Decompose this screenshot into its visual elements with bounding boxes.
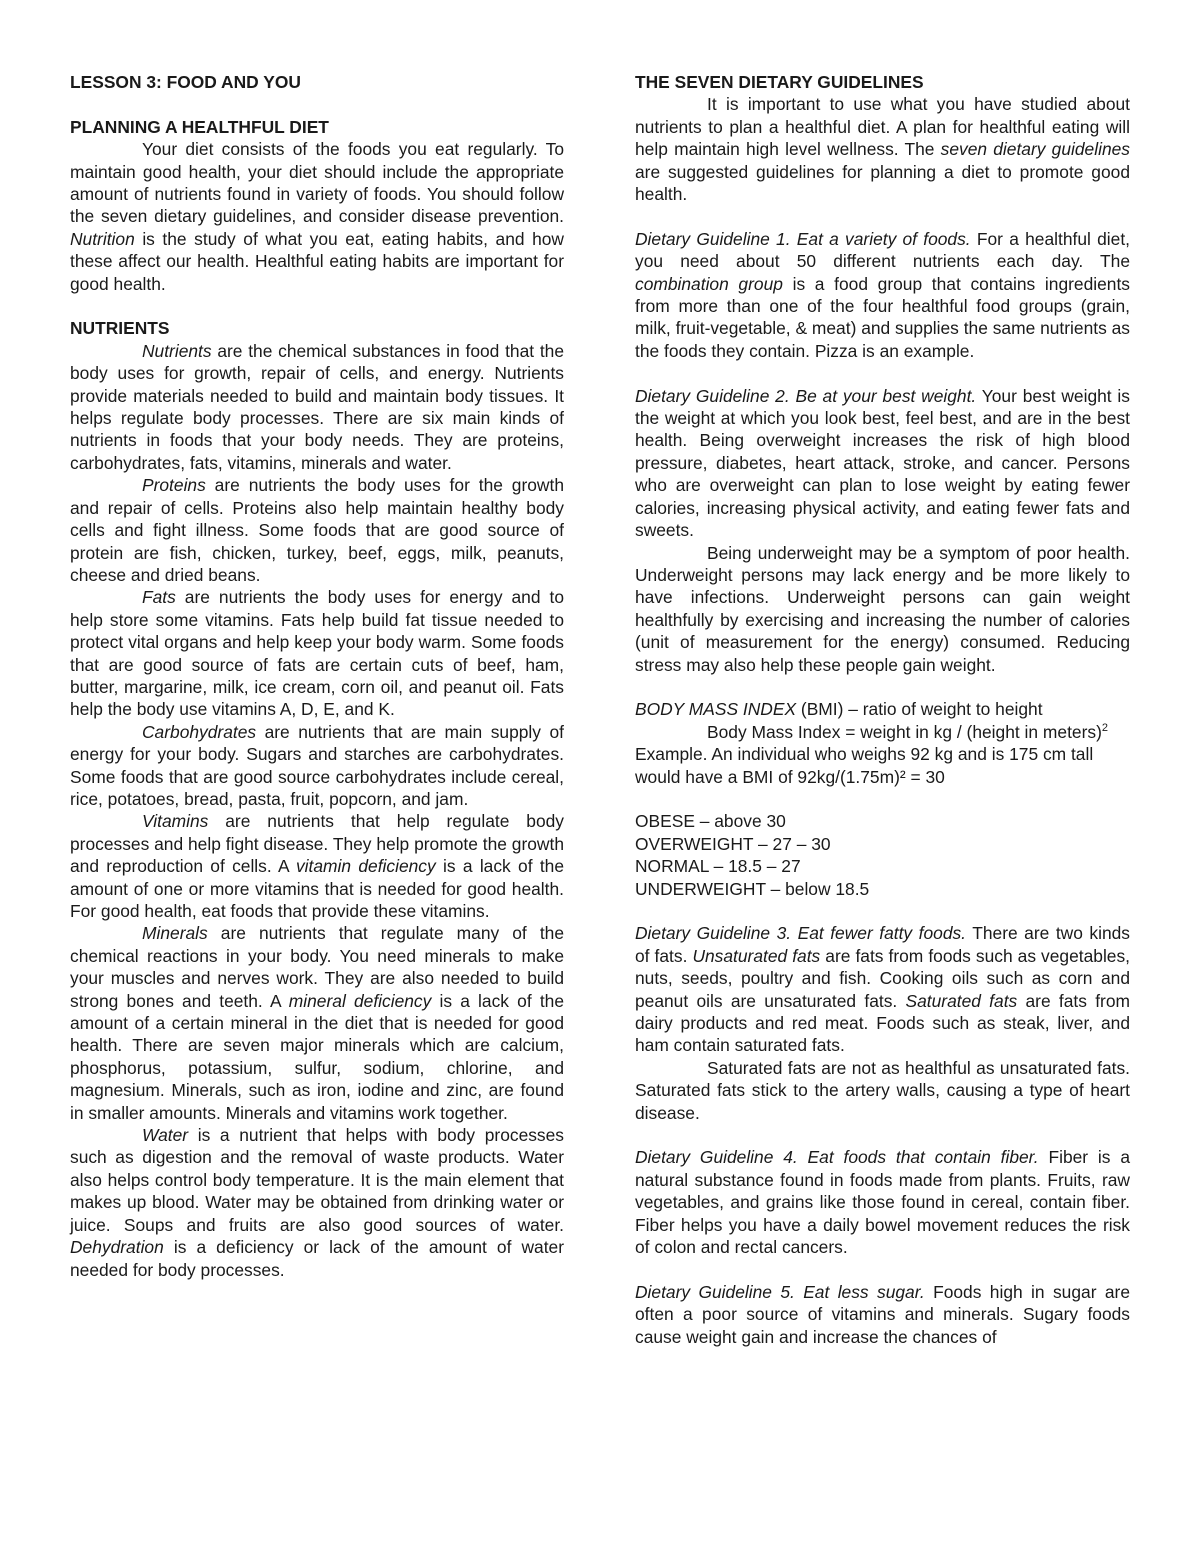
guideline-2: Dietary Guideline 2. Be at your best weight. Your best weight is the weight at which you look best, feel best, and are in the best health. Being overweight increases the risk of high blood pressure, diabetes, heart attack, stroke, and cancer. Persons who are overweight can plan to lose weight by eating fewer calories, increasing physical activity, and eating fewer fats and sweets. bbox=[635, 385, 1130, 541]
left-column bbox=[70, 71, 564, 1281]
guidelines-intro: It is important to use what you have studied about nutrients to plan a healthful diet. A plan for healthful eating will help maintain high level wellness. The seven dietary guidelines are suggested guidelines for planning a diet to promote good health. bbox=[635, 94, 1130, 205]
bmi-definition: BODY MASS INDEX (BMI) – ratio of weight to height bbox=[635, 699, 1043, 720]
planning-paragraph: Your diet consists of the foods you eat regularly. To maintain good health, your diet should include the appropriate amount of nutrients found in variety of foods. You should follow the seven dietary guidelines, and consider disease prevention. Nutrition is the study of what you eat, eating habits, and how these affect our health. Healthful eating habits are important for good health. bbox=[70, 139, 564, 294]
bmi-category: UNDERWEIGHT – below 18.5 bbox=[635, 878, 870, 899]
water-paragraph: Water is a nutrient that helps with body processes such as digestion and the removal of waste products. Water also helps control body temperature. It is the main element that makes up blood. Water may be obtained from drinking water or juice. Soups and fruits are also good sources of water. Dehydration is a deficiency or lack of the amount of water needed for body processes. bbox=[70, 1125, 564, 1280]
nutrients-heading: NUTRIENTS bbox=[70, 318, 170, 339]
proteins-paragraph: Proteins are nutrients the body uses for the growth and repair of cells. Proteins also help maintain healthy body cells and fight illness. Some foods that are good source of protein are fish, chicken, turkey, beef, eggs, milk, peanuts, cheese and dried beans. bbox=[70, 475, 564, 585]
guideline-1: Dietary Guideline 1. Eat a variety of foods. For a healthful diet, you need about 50 different nutrients each day. The combination group is a food group that contains ingredients from more than one of the four healthful food groups (grain, milk, fruit-vegetable, & meat) and supplies the same nutrients as the foods they contain. Pizza is an example. bbox=[635, 228, 1130, 361]
bmi-category: OBESE – above 30 bbox=[635, 811, 786, 832]
bmi-category: NORMAL – 18.5 – 27 bbox=[635, 856, 801, 877]
right-column bbox=[635, 71, 1130, 1348]
guideline-3: Dietary Guideline 3. Eat fewer fatty foods. There are two kinds of fats. Unsaturated fats are fats from foods such as vegetables, nuts, seeds, poultry and fish. Cooking oils such as corn and peanut oils are unsaturated fats. Saturated fats are fats from dairy products and red meat. Foods such as steak, liver, and ham contain saturated fats. bbox=[635, 923, 1131, 1056]
nutrients-paragraph: Nutrients are the chemical substances in food that the body uses for growth, repair of cells, and energy. Nutrients provide materials needed to build and maintain body tissues. It helps regulate body processes. There are six main kinds of nutrients in foods that your body needs. They are proteins, carbohydrates, fats, vitamins, minerals and water. bbox=[70, 340, 564, 473]
guidelines-heading: THE SEVEN DIETARY GUIDELINES bbox=[635, 72, 924, 92]
fats-paragraph: Fats are nutrients the body uses for energy and to help store some vitamins. Fats help build fat tissue needed to protect vital organs and help keep your body warm. Some foods that are good source of fats are certain cuts of beef, ham, butter, margarine, milk, ice cream, corn oil, and peanut oil. Fats help the body use vitamins A, D, E, and K. bbox=[70, 587, 564, 720]
guideline-4: Dietary Guideline 4. Eat foods that contain fiber. Fiber is a natural substance found in foods made from plants. Fruits, raw vegetables, and grains like those found in cereal, contain fiber. Fiber helps you have a daily bowel movement reduces the risk of colon and rectal cancers. bbox=[635, 1147, 1130, 1258]
guideline-5: Dietary Guideline 5. Eat less sugar. Foods high in sugar are often a poor source of vitamins and minerals. Sugary foods cause weight gain and increase the chances of bbox=[635, 1281, 1130, 1347]
minerals-paragraph: Minerals are nutrients that regulate many of the chemical reactions in your body. You need minerals to make your muscles and nerves work. They are also needed to build strong bones and teeth. A mineral deficiency is a lack of the amount of a certain mineral in the diet that is needed for good health. There are seven major minerals which are calcium, phosphorus, potassium, sulfur, sodium, chlorine, and magnesium. Minerals, such as iron, iodine and zinc, are found in smaller amounts. Minerals and vitamins work together. bbox=[70, 923, 564, 1123]
bmi-category: OVERWEIGHT – 27 – 30 bbox=[635, 833, 831, 854]
vitamins-paragraph: Vitamins are nutrients that help regulate body processes and help fight disease. They help promote the growth and reproduction of cells. A vitamin deficiency is a lack of the amount of one or more vitamins that is needed for good health. For good health, eat foods that provide these vitamins. bbox=[70, 811, 565, 921]
lesson-title: LESSON 3: FOOD AND YOU bbox=[70, 72, 301, 92]
bmi-example: Example. An individual who weighs 92 kg and is 175 cm tall would have a BMI of 92kg/(1.75m)² = 30 bbox=[635, 744, 1094, 787]
carbohydrates-paragraph: Carbohydrates are nutrients that are main supply of energy for your body. Sugars and starches are carbohydrates. Some foods that are good source carbohydrates include cereal, rice, potatoes, bread, pasta, fruit, popcorn, and jam. bbox=[70, 721, 564, 809]
guideline-3-saturated: Saturated fats are not as healthful as unsaturated fats. Saturated fats stick to the artery walls, causing a type of heart disease. bbox=[635, 1057, 1130, 1123]
bmi-formula: Body Mass Index = weight in kg / (height in meters)$^2$ bbox=[707, 721, 1108, 742]
planning-heading: PLANNING A HEALTHFUL DIET bbox=[70, 116, 329, 137]
guideline-2-underweight: Being underweight may be a symptom of poor health. Underweight persons may lack energy and be more likely to have infections. Underweight persons can gain weight healthfully by exercising and increasing the number of calories (unit of measurement for the energy) consumed. Reducing stress may also help these people gain weight. bbox=[635, 542, 1130, 675]
